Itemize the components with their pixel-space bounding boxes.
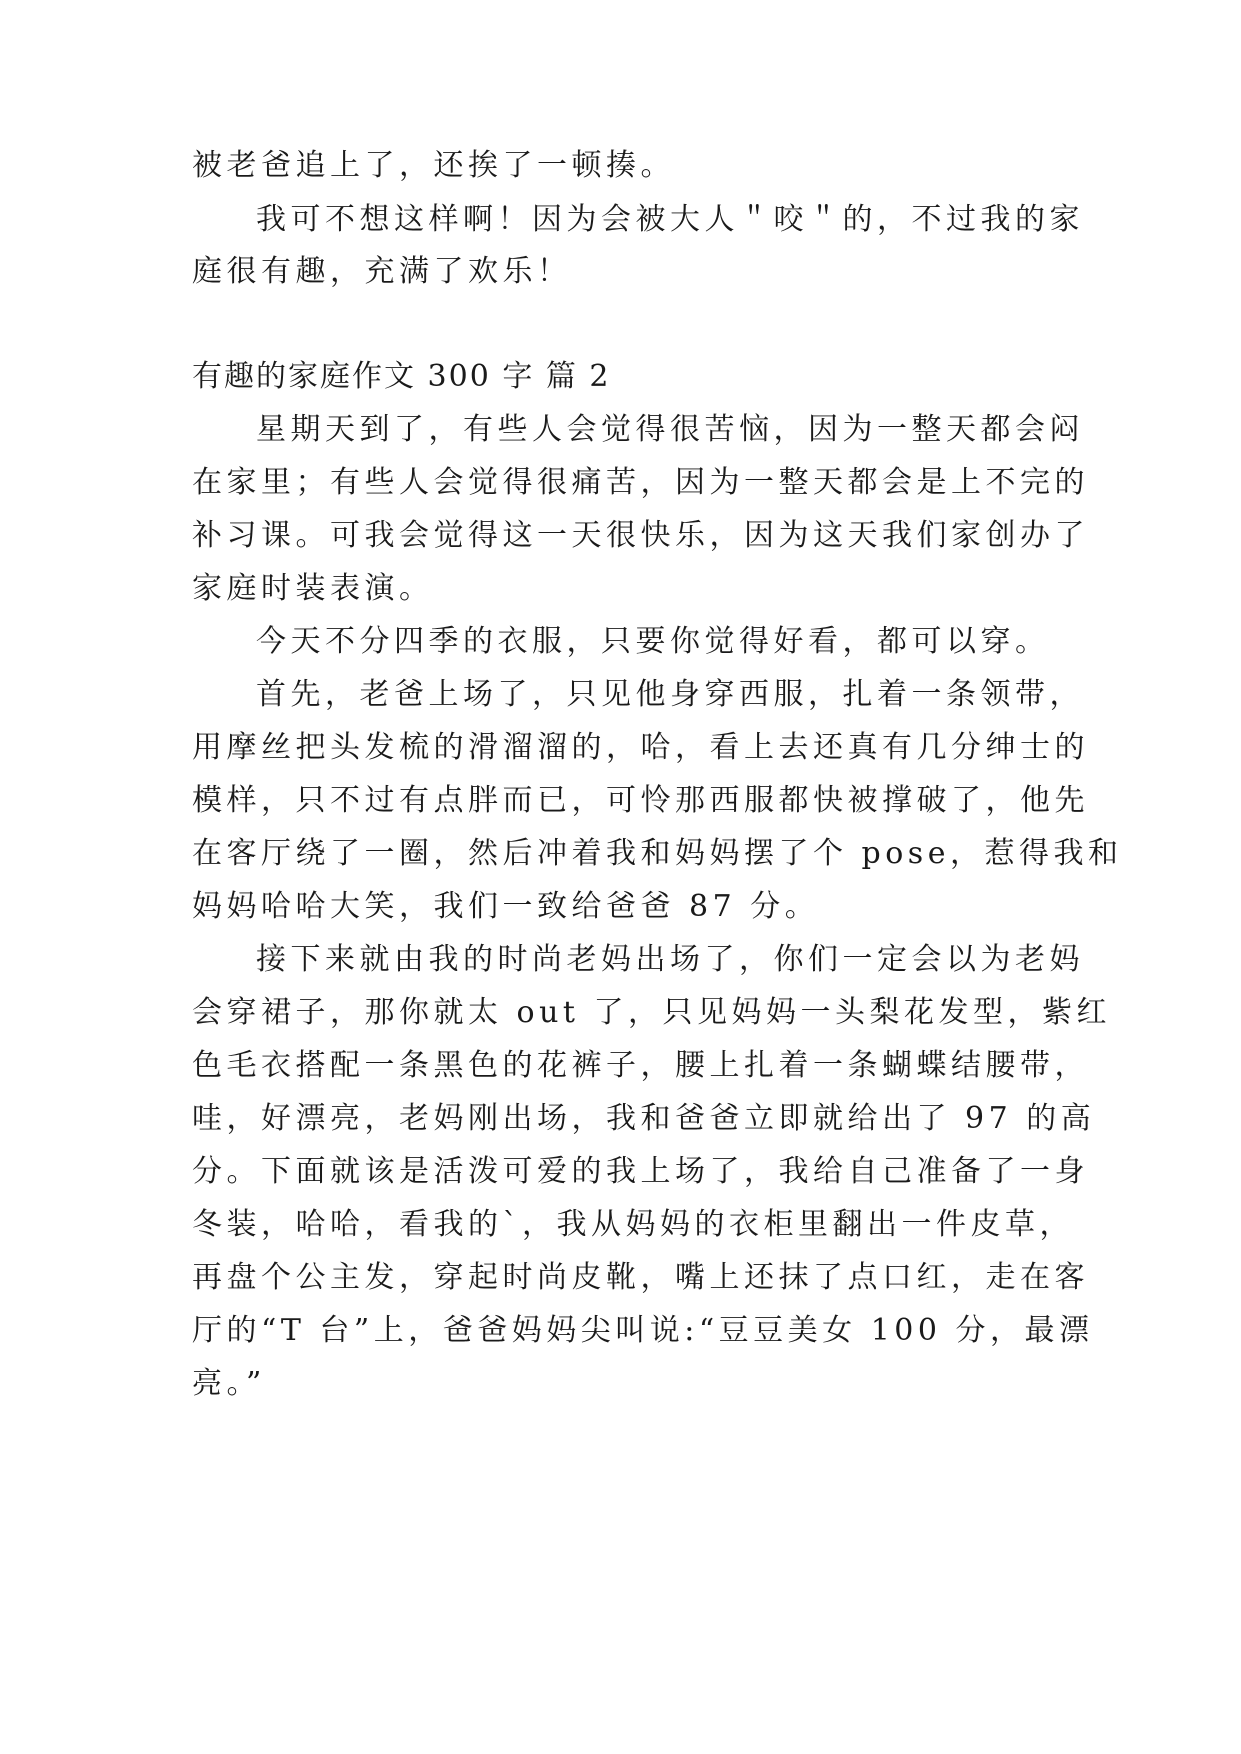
text-line: 用摩丝把头发梳的滑溜溜的，哈，看上去还真有几分绅士的 [192,730,1089,765]
section-heading: 有趣的家庭作文 300 字 篇 2 [192,359,611,394]
text-line: 家庭时装表演。 [192,571,434,606]
text-line: 冬装，哈哈，看我的`，我从妈妈的衣柜里翻出一件皮草， [192,1207,1074,1242]
text-line: 被老爸追上了，还挨了一顿揍。 [192,148,675,183]
text-line: 在客厅绕了一圈，然后冲着我和妈妈摆了个 pose，惹得我和 [192,836,1123,871]
text-line: 分。下面就该是活泼可爱的我上场了，我给自己准备了一身 [192,1154,1089,1189]
text-line: 会穿裙子，那你就太 out 了，只见妈妈一头梨花发型，紫红 [192,995,1112,1030]
text-line: 庭很有趣，充满了欢乐！ [192,254,572,289]
paragraph-first-line: 星期天到了，有些人会觉得很苦恼，因为一整天都会闷 [256,412,1084,447]
text-line: 再盘个公主发，穿起时尚皮靴，嘴上还抹了点口红，走在客 [192,1260,1089,1295]
paragraph-first-line: 今天不分四季的衣服，只要你觉得好看，都可以穿。 [256,624,1050,659]
paragraph-first-line: 我可不想这样啊！因为会被大人＂咬＂的，不过我的家 [256,202,1084,237]
text-line: 亮。” [192,1366,266,1401]
text-line: 补习课。可我会觉得这一天很快乐，因为这天我们家创办了 [192,518,1089,553]
text-line: 哇，好漂亮，老妈刚出场，我和爸爸立即就给出了 97 的高 [192,1101,1096,1136]
paragraph-first-line: 接下来就由我的时尚老妈出场了，你们一定会以为老妈 [256,942,1084,977]
text-line: 妈妈哈哈大笑，我们一致给爸爸 87 分。 [192,889,820,924]
text-line: 模样，只不过有点胖而已，可怜那西服都快被撑破了，他先 [192,783,1089,818]
paragraph-first-line: 首先，老爸上场了，只见他身穿西服，扎着一条领带， [256,677,1084,712]
text-line: 色毛衣搭配一条黑色的花裤子，腰上扎着一条蝴蝶结腰带， [192,1048,1089,1083]
text-line: 厅的“T 台”上，爸爸妈妈尖叫说:“豆豆美女 100 分，最漂 [192,1313,1094,1348]
text-line: 在家里；有些人会觉得很痛苦，因为一整天都会是上不完的 [192,465,1089,500]
